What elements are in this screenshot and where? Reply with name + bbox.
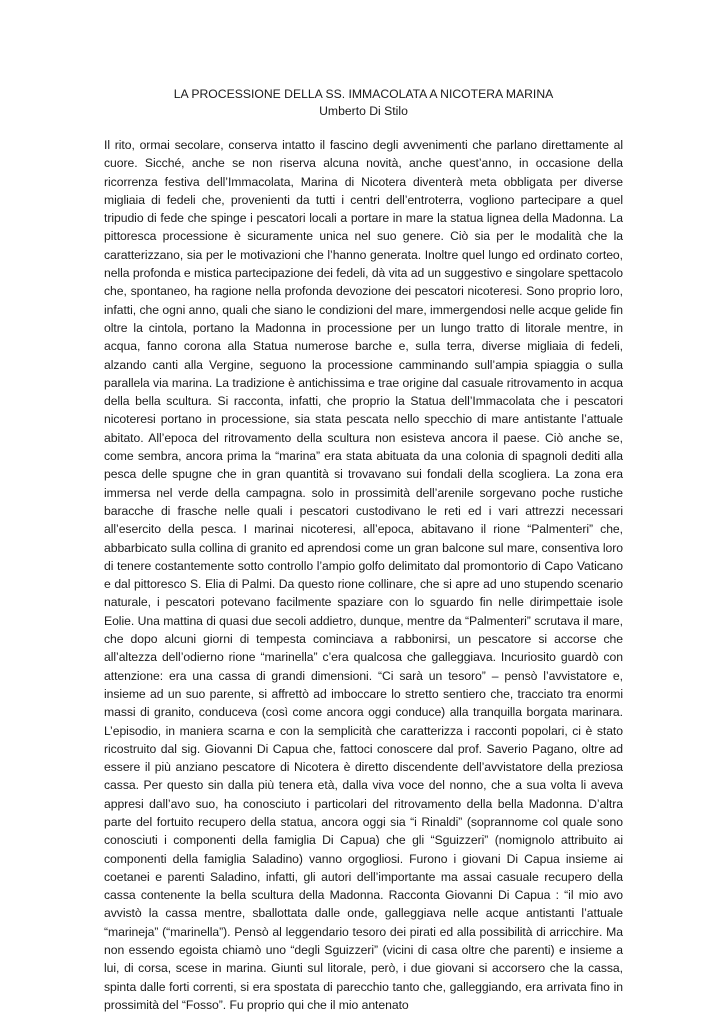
title-block <box>104 86 623 120</box>
document-title: LA PROCESSIONE DELLA SS. IMMACOLATA A NICOTERA MARINA <box>173 87 554 101</box>
document-author: Umberto Di Stilo <box>319 104 408 118</box>
document-page <box>104 86 623 1014</box>
body-paragraph: Il rito, ormai secolare, conserva intatto il fascino degli avvenimenti che parlano direttamente al cuore. Sicché, anche se non riserva alcuna novità, anche quest’anno, in occasione della ricorrenza festiva dell’Immacolata, Marina di Nicotera diventerà meta obbligata per diverse migliaia di fedeli che, provenienti da tutti i centri dell’entroterra, vogliono partecipare a quel tripudio di fede che spinge i pescatori locali a portare in mare la statua lignea della Madonna. La pittoresca processione è sicuramente unica nel suo genere. Ciò sia per le modalità che la caratterizzano, sia per le motivazioni che l’hanno generata. Inoltre quel lungo ed ordinato corteo, nella profonda e mistica partecipazione dei fedeli, dà vita ad un suggestivo e singolare spettacolo che, spontaneo, ha ragione nella profonda devozione dei pescatori nicoteresi. Sono proprio loro, infatti, che ogni anno, quali che siano le condizioni del mare, immergendosi nelle acque gelide fin oltre la cintola, portano la Madonna in processione per un lungo tratto di litorale mentre, in acqua, fanno corona alla Statua numerose barche e, sulla terra, diverse migliaia di fedeli, alzando canti alla Vergine, seguono la processione camminando sull’ampia spiaggia o sulla parallela via marina. La tradizione è antichissima e trae origine dal casuale ritrovamento in acqua della bella scultura. Si racconta, infatti, che proprio la Statua dell’Immacolata che i pescatori nicoteresi portano in processione, sia stata pescata nello specchio di mare antistante l’attuale abitato. All’epoca del ritrovamento della scultura non esisteva ancora il paese. Ciò anche se, come sembra, ancora prima la “marina” era stata abituata da una colonia di spagnoli dediti alla pesca delle spugne che in gran quantità si trovavano sui fondali della scogliera. La zona era immersa nel verde della campagna. solo in prossimità dell’arenile sorgevano poche rustiche baracche di frasche nelle quali i pescatori custodivano le reti ed i vari attrezzi necessari all’esercito della pesca. I marinai nicoteresi, all’epoca, abitavano il rione “Palmenteri” che, abbarbicato sulla collina di granito ed aprendosi come un gran balcone sul mare, consentiva loro di tenere costantemente sotto controllo l’ampio golfo delimitato dal promontorio di Capo Vaticano e dal pittoresco S. Elia di Palmi. Da questo rione collinare, che si apre ad uno stupendo scenario naturale, i pescatori potevano facilmente spaziare con lo sguardo fin nelle dirimpettaie isole Eolie. Una mattina di quasi due secoli addietro, dunque, mentre da “Palmenteri” scrutava il mare, che dopo alcuni giorni di tempesta cominciava a rabbonirsi, un pescatore si accorse che all’altezza dell’odierno rione “marinella” c’era qualcosa che galleggiava. Incuriosito guardò con attenzione: era una cassa di grandi dimensioni. “Ci sarà un tesoro” – pensò l’avvistatore e, insieme ad un suo parente, si affrettò ad imboccare lo stretto sentiero che, tracciato tra enormi massi di granito, conduceva (così come ancora oggi conduce) alla tranquilla borgata marinara. L’episodio, in maniera scarna e con la semplicità che caratterizza i racconti popolari, ci è stato ricostruito dal sig. Giovanni Di Capua che, fattoci conoscere dal prof. Saverio Pagano, oltre ad essere il più anziano pescatore di Nicotera è diretto discendente dell’avvistatore della preziosa cassa. Per questo sin dalla più tenera età, dalla viva voce del nonno, che a sua volta li aveva appresi dall’avo suo, ha conosciuto i particolari del ritrovamento della bella Madonna. D’altra parte del fortuito recupero della statua, ancora oggi sia “i Rinaldi” (soprannome col quale sono conosciuti i componenti della famiglia Di Capua) che gli “Sguizzeri” (nomignolo attribuito ai componenti della famiglia Saladino) vanno orgogliosi. Furono i giovani Di Capua insieme ai coetanei e parenti Saladino, infatti, gli autori dell’importante ma assai casuale recupero della cassa contenente la bella scultura della Madonna. Racconta Giovanni Di Capua : “il mio avo avvistò la cassa mentre, sballottata dalle onde, galleggiava nelle acque antistanti l’attuale “marineja” (“marinella”). Pensò al leggendario tesoro dei pirati ed alla possibilità di arricchire. Ma non essendo egoista chiamò uno “degli Sguizzeri” (vicini di casa oltre che parenti) e insieme a lui, di corsa, scese in marina. Giunti sul litorale, però, i due giovani si accorsero che la cassa, spinta dalle forti correnti, si era spostata di parecchio tanto che, galleggiando, era arrivata fino in prossimità del “Fosso”. Fu proprio qui che il mio antenato <box>104 138 623 1012</box>
